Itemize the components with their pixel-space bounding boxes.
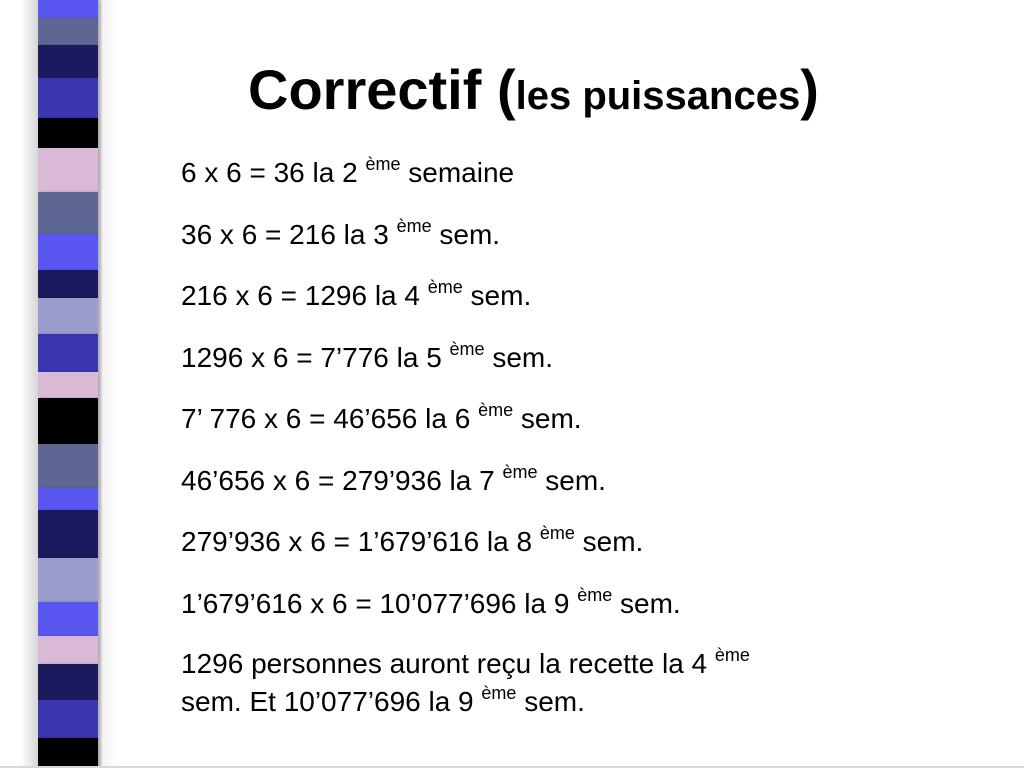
conclusion-sup-1: ème xyxy=(714,645,750,665)
color-block xyxy=(38,234,98,270)
line-after: sem. xyxy=(513,403,582,434)
line-sup: ème xyxy=(365,154,401,174)
color-block xyxy=(38,334,98,372)
line-sup: ème xyxy=(478,400,514,420)
line-text: 216 x 6 = 1296 la 4 xyxy=(181,280,428,311)
conclusion-part2: sem. Et 10’077’696 la 9 xyxy=(181,686,482,717)
line-sup: ème xyxy=(449,338,485,359)
color-block xyxy=(38,664,98,700)
line-after: sem. xyxy=(431,218,501,250)
line-sup: ème xyxy=(539,523,575,543)
color-block xyxy=(38,45,98,78)
title-main: Correctif ( xyxy=(248,58,516,121)
line-text: 1296 x 6 = 7’776 la 5 xyxy=(181,341,450,373)
line-text: 279’936 x 6 = 1’679’616 la 8 xyxy=(181,526,540,557)
conclusion-line xyxy=(181,645,901,717)
line-3 xyxy=(181,276,941,338)
line-text: 7’ 776 x 6 = 46’656 la 6 xyxy=(181,403,479,434)
line-4 xyxy=(181,338,941,400)
color-block xyxy=(38,558,98,602)
color-block xyxy=(38,0,98,18)
line-after: sem. xyxy=(484,341,554,373)
color-block xyxy=(38,78,98,118)
line-after: sem. xyxy=(462,280,532,311)
color-block xyxy=(38,298,98,334)
color-block xyxy=(38,444,98,488)
color-block xyxy=(38,602,98,636)
line-text: 6 x 6 = 36 la 2 xyxy=(181,157,366,188)
color-block xyxy=(38,118,98,148)
line-sup: ème xyxy=(427,277,463,297)
conclusion-part3: sem. xyxy=(516,686,585,717)
color-block xyxy=(38,270,98,298)
color-block xyxy=(38,510,98,558)
color-block xyxy=(38,738,98,768)
content-lines xyxy=(181,153,941,717)
conclusion-sup-2: ème xyxy=(481,683,517,703)
line-8 xyxy=(181,584,941,646)
line-7 xyxy=(181,522,941,584)
line-text: 1’679’616 x 6 = 10’077’696 la 9 xyxy=(181,587,578,619)
line-after: sem. xyxy=(574,526,644,557)
line-after: semaine xyxy=(400,157,515,188)
line-5 xyxy=(181,399,941,461)
line-2 xyxy=(181,215,941,277)
line-after: sem. xyxy=(612,587,681,619)
conclusion-part1: 1296 personnes auront reçu la recette la 4 xyxy=(181,648,715,679)
slide-title xyxy=(248,58,819,121)
color-block xyxy=(38,636,98,664)
color-block xyxy=(38,372,98,398)
title-close: ) xyxy=(800,58,819,121)
line-1 xyxy=(181,153,941,215)
line-text: 36 x 6 = 216 la 3 xyxy=(181,218,397,250)
line-sup: ème xyxy=(577,584,613,605)
title-sub: les puissances xyxy=(515,74,801,118)
decorative-strip xyxy=(0,0,130,768)
color-blocks xyxy=(38,0,98,768)
line-6 xyxy=(181,461,941,523)
color-block xyxy=(38,192,98,234)
line-sup: ème xyxy=(396,215,432,236)
line-text: 46’656 x 6 = 279’936 la 7 xyxy=(181,464,503,496)
line-sup: ème xyxy=(502,461,538,482)
color-block xyxy=(38,488,98,510)
color-block xyxy=(38,398,98,444)
line-after: sem. xyxy=(537,464,606,496)
color-block xyxy=(38,700,98,738)
color-block xyxy=(38,18,98,45)
color-block xyxy=(38,148,98,192)
